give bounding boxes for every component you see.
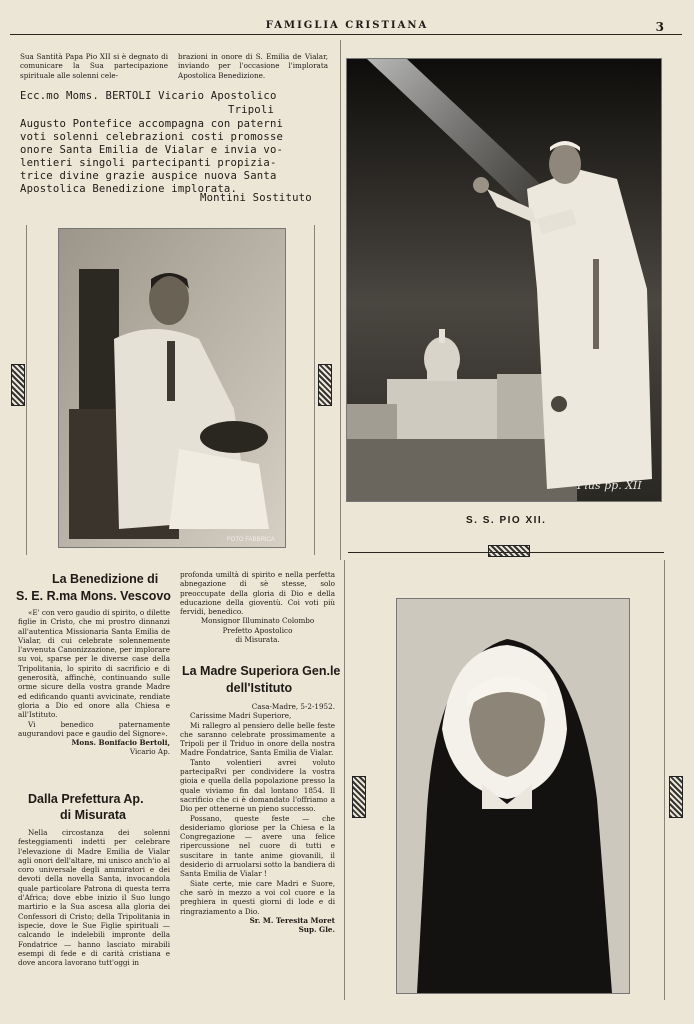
intro-col-2 [178, 52, 328, 80]
madre-p1: Mi rallegro al pensiero delle belle feste che saranno celebrate prossimamente a Tripoli per il Triduo in onore della nostra Madre Fondatrice, Santa Emilia de Vialar. [180, 720, 335, 758]
masthead-rule [10, 34, 682, 35]
column-rule-left [26, 225, 27, 555]
column-rule-far-right [664, 560, 665, 1000]
madre-head-1: La Madre Superiora Gen.le [182, 664, 341, 678]
nun-photo [396, 598, 630, 994]
pope-caption: S. S. PIO XII. [466, 515, 547, 526]
column-rule-center [340, 40, 341, 560]
mid-sig-2: Prefetto Apostolico [222, 625, 293, 635]
vescovo-p2: Vi benedico paternamente augurandovi pace e gaudio del Signore». [18, 719, 170, 738]
telegram-signature: Montini Sostituto [200, 192, 312, 204]
mid-body [180, 570, 335, 644]
column-rule-mid [314, 225, 315, 555]
intro-col-1 [20, 52, 168, 80]
vescovo-body [18, 608, 170, 757]
mid-p1: profonda umiltà di spirito e nella perfetta abnegazione di sè stesse, solo preoccupate della gloria di Dio e della educazione della gioventù. Coi voti più fervidi, benedico. [180, 570, 335, 617]
intro-text-2: brazioni in onore di S. Emilia de Vialar, inviando per l'occasione l'implorata Apostolica Benedizione. [178, 52, 328, 80]
ornament-center-band [488, 545, 530, 557]
vescovo-head-2: S. E. R.ma Mons. Vescovo [16, 589, 171, 603]
mid-sig-1: Monsignor Illuminato Colombo [200, 616, 315, 626]
vescovo-sig-2: Vicario Ap. [129, 747, 170, 757]
madre-body [180, 702, 335, 934]
prefettura-head-2: di Misurata [60, 808, 126, 822]
bishop-illustration [59, 229, 285, 547]
section-rule-right [348, 552, 664, 553]
madre-head-2: dell'Istituto [226, 681, 293, 695]
madre-p3: Possano, queste feste — che desideriamo gloriose per la Chiesa e la Congregazione — avere una felice ripercussione nel cuore di tutti e suscitare in tante anime giovanili, il desiderio di arruolarsi sotto la bandiera di Santa Emilia de Vialar ! [180, 813, 335, 879]
nun-illustration [397, 599, 629, 993]
madre-p2: Tanto volentieri avrei voluto partecipaRvi per condividere la vostra gioia e quella della popolazione presso la quale viviamo fin dal lontano 1854. Il sacrificio che ci è domandato l'offriamo a Dio per ottenerne un pieno successo. [180, 757, 335, 814]
telegram-line-3: Augusto Pontefice accompagna con paterni [20, 118, 284, 130]
telegram-line-1: Ecc.mo Moms. BERTOLI Vicario Apostolico [20, 90, 277, 102]
prefettura-body [18, 828, 170, 967]
page-number: 3 [655, 20, 664, 34]
ornament-mid [318, 364, 332, 406]
column-rule-right-lower [344, 560, 345, 1000]
pope-illustration [347, 59, 661, 501]
vescovo-head-1: La Benedizione di [52, 572, 159, 586]
telegram-line-4: voti solenni celebrazioni costi promosse [20, 131, 284, 143]
madre-p4: Siate certe, mie care Madri e Suore, che sarò in mezzo a voi col cuore e la preghiera in questi giorni di lode e di ringraziamento a Dio. [180, 878, 335, 916]
intro-text-1: Sua Santità Papa Pio XII si è degnato di comunicare la Sua partecipazione spirituale alle solenni cele- [20, 52, 168, 80]
prefettura-head-1: Dalla Prefettura Ap. [28, 792, 144, 806]
ornament-left [11, 364, 25, 406]
mid-sig-3: di Misurata. [235, 635, 280, 645]
telegram-line-2: Tripoli [228, 104, 275, 116]
vescovo-p1: «E' con vero gaudio di spirito, o dilette figlie in Cristo, che mi prostro dinnanzi all'autentica Missionaria Santa Emilia de Vialar, di cui celebrate solennemente l'avvenuta Canonizzazione, per implorare su voi, sparse per le diverse case della Tripolitania, lo spirito di sacrificio e di generosità, affinchè, continuando sulle orme sicure della vostra grande Madre ed edificando quanti avvicinate, rendiate gloria a Dio ed onore alla Chiesa e all'Istituto. [18, 608, 170, 720]
madre-sig-1: Sr. M. Teresita Moret [249, 915, 335, 925]
prefettura-p1: Nella circostanza dei solenni festeggiamenti indetti per celebrare l'elevazione di Madre Emilia de Vialar agli onori dell'altare, mi unisco anch'io al coro universale degli ammiratori e dei devoti della novella Santa, invocandola quale particolare Patrona di questa terra d'Africa; dove ebbe inizio il Suo lungo martirio e la Sua ascesa alla gloria dei Confessori di Cristo; della Tripolitania in ispecie, dove le Sue Figlie spirituali — calcando le indelebili impronte della Fondatrice — hanno lasciato mirabili esempi di fede e di carità cristiana e dove ancora lavorano tutt'oggi in [18, 828, 170, 968]
ornament-lower-mid [352, 776, 366, 818]
pope-photo [346, 58, 662, 502]
ornament-lower-right [669, 776, 683, 818]
bishop-photo-credit: FOTO FABBRICA [227, 537, 275, 543]
bishop-photo [58, 228, 286, 548]
masthead: FAMIGLIA CRISTIANA [265, 20, 429, 31]
madre-sig-2: Sup. Gle. [298, 925, 335, 935]
pope-signature: Pius pp. XII [577, 479, 642, 492]
telegram-line-8: Apostolica Benedizione implorata. [20, 183, 238, 195]
vescovo-sig-1: Mons. Bonifacio Bertoli, [71, 738, 170, 748]
telegram-line-6: lentieri singoli partecipanti propizia- [20, 157, 277, 169]
telegram-line-5: onore Santa Emilia de Vialar e invia vo- [20, 144, 284, 156]
madre-salutation: Carissime Madri Superiore, [190, 711, 292, 721]
madre-dateline: Casa-Madre, 5-2-1952. [251, 702, 335, 711]
telegram-line-7: trice divine grazie auspice nuova Santa [20, 170, 277, 182]
